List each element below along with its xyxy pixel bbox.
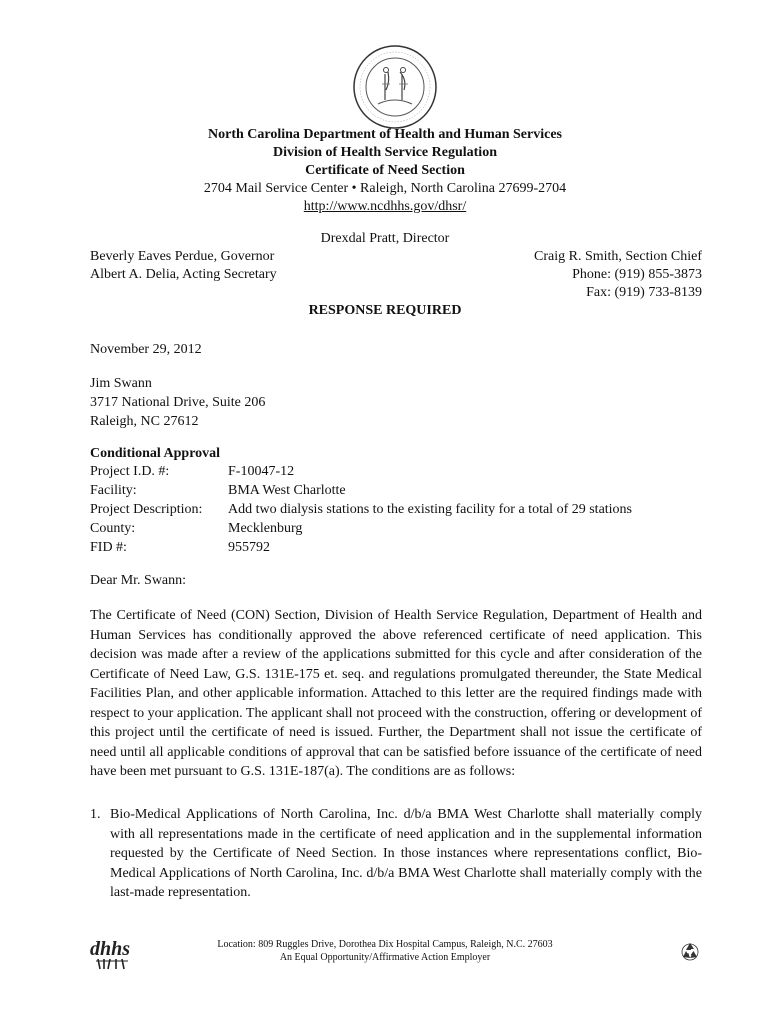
recycle-icon: [680, 941, 700, 961]
director-name: Drexdal Pratt, Director: [320, 231, 450, 246]
detail-row: [90, 500, 632, 519]
mailing-address: 2704 Mail Service Center • Raleigh, North Carolina 27699-2704: [203, 181, 567, 196]
detail-row: [90, 538, 632, 557]
detail-row: [90, 519, 632, 538]
detail-label: FID #:: [90, 540, 127, 555]
condition-item: [90, 805, 702, 903]
detail-label: County:: [90, 521, 136, 536]
detail-row: [90, 462, 632, 481]
condition-number: 1.: [90, 807, 101, 822]
secretary-name: Albert A. Delia, Acting Secretary: [90, 267, 277, 282]
detail-value: F-10047-12: [228, 464, 295, 479]
footer: [0, 938, 770, 964]
detail-label: Facility:: [90, 483, 137, 498]
letter-date: November 29, 2012: [90, 342, 202, 357]
department-name: North Carolina Department of Health and Human Services: [208, 127, 562, 142]
condition-text: Bio-Medical Applications of North Carolina, Inc. d/b/a BMA West Charlotte shall materially comply with all representations made in the certificate of need application and in the supplemental information requested by the Certificate of Need Section. In those instances where representations conflict, Bio-Medical Applications of North Carolina, Inc. d/b/a BMA West Charlotte shall materially comply with the last-made representation.: [110, 807, 702, 900]
division-name: Division of Health Service Regulation: [273, 145, 497, 160]
detail-value: BMA West Charlotte: [228, 483, 346, 498]
phone-number: Phone: (919) 855-3873: [572, 267, 702, 282]
detail-value: Add two dialysis stations to the existing facility for a total of 29 stations: [228, 502, 633, 517]
website-link[interactable]: http://www.ncdhhs.gov/dhsr/: [303, 199, 467, 214]
detail-label: Project Description:: [90, 502, 203, 517]
salutation: Dear Mr. Swann:: [90, 573, 187, 588]
detail-value: 955792: [228, 540, 270, 555]
approval-details: [90, 462, 632, 557]
recipient-address-line1: 3717 National Drive, Suite 206: [90, 395, 266, 410]
svg-text:dhhs: dhhs: [90, 938, 131, 960]
response-required-notice: RESPONSE REQUIRED: [308, 303, 462, 318]
detail-label: Project I.D. #:: [90, 464, 170, 479]
approval-heading: Conditional Approval: [90, 446, 221, 461]
detail-row: [90, 481, 632, 500]
section-name: Certificate of Need Section: [305, 163, 465, 178]
recipient-address-line2: Raleigh, NC 27612: [90, 414, 199, 429]
detail-value: Mecklenburg: [228, 521, 303, 536]
fax-number: Fax: (919) 733-8139: [586, 285, 702, 300]
body-paragraph: The Certificate of Need (CON) Section, Division of Health Service Regulation, Department of Health and Human Services has conditionally approved the above referenced certificate of need application. This decision was made after a review of the applications submitted for this cycle and after consideration of the Certificate of Need Law, G.S. 131E-175 et. seq. and regulations promulgated thereunder, the State Medical Facilities Plan, and other applicable information. Attached to this letter are the required findings made with respect to your application. The applicant shall not proceed with the construction, offering or development of this project until the certificate of need is issued. Further, the Department shall not issue the certificate of need until all applicable conditions of approval that can be satisfied before issuance of the certificate of need have been met pursuant to G.S. 131E-187(a). The conditions are as follows:: [90, 608, 702, 779]
section-chief-name: Craig R. Smith, Section Chief: [534, 249, 702, 264]
state-seal-logo: [352, 44, 438, 130]
recipient-name: Jim Swann: [90, 376, 152, 391]
governor-name: Beverly Eaves Perdue, Governor: [90, 249, 275, 264]
footer-location: Location: 809 Ruggles Drive, Dorothea Dix Hospital Campus, Raleigh, N.C. 27603: [217, 939, 553, 950]
footer-employer: An Equal Opportunity/Affirmative Action Employer: [279, 952, 491, 963]
